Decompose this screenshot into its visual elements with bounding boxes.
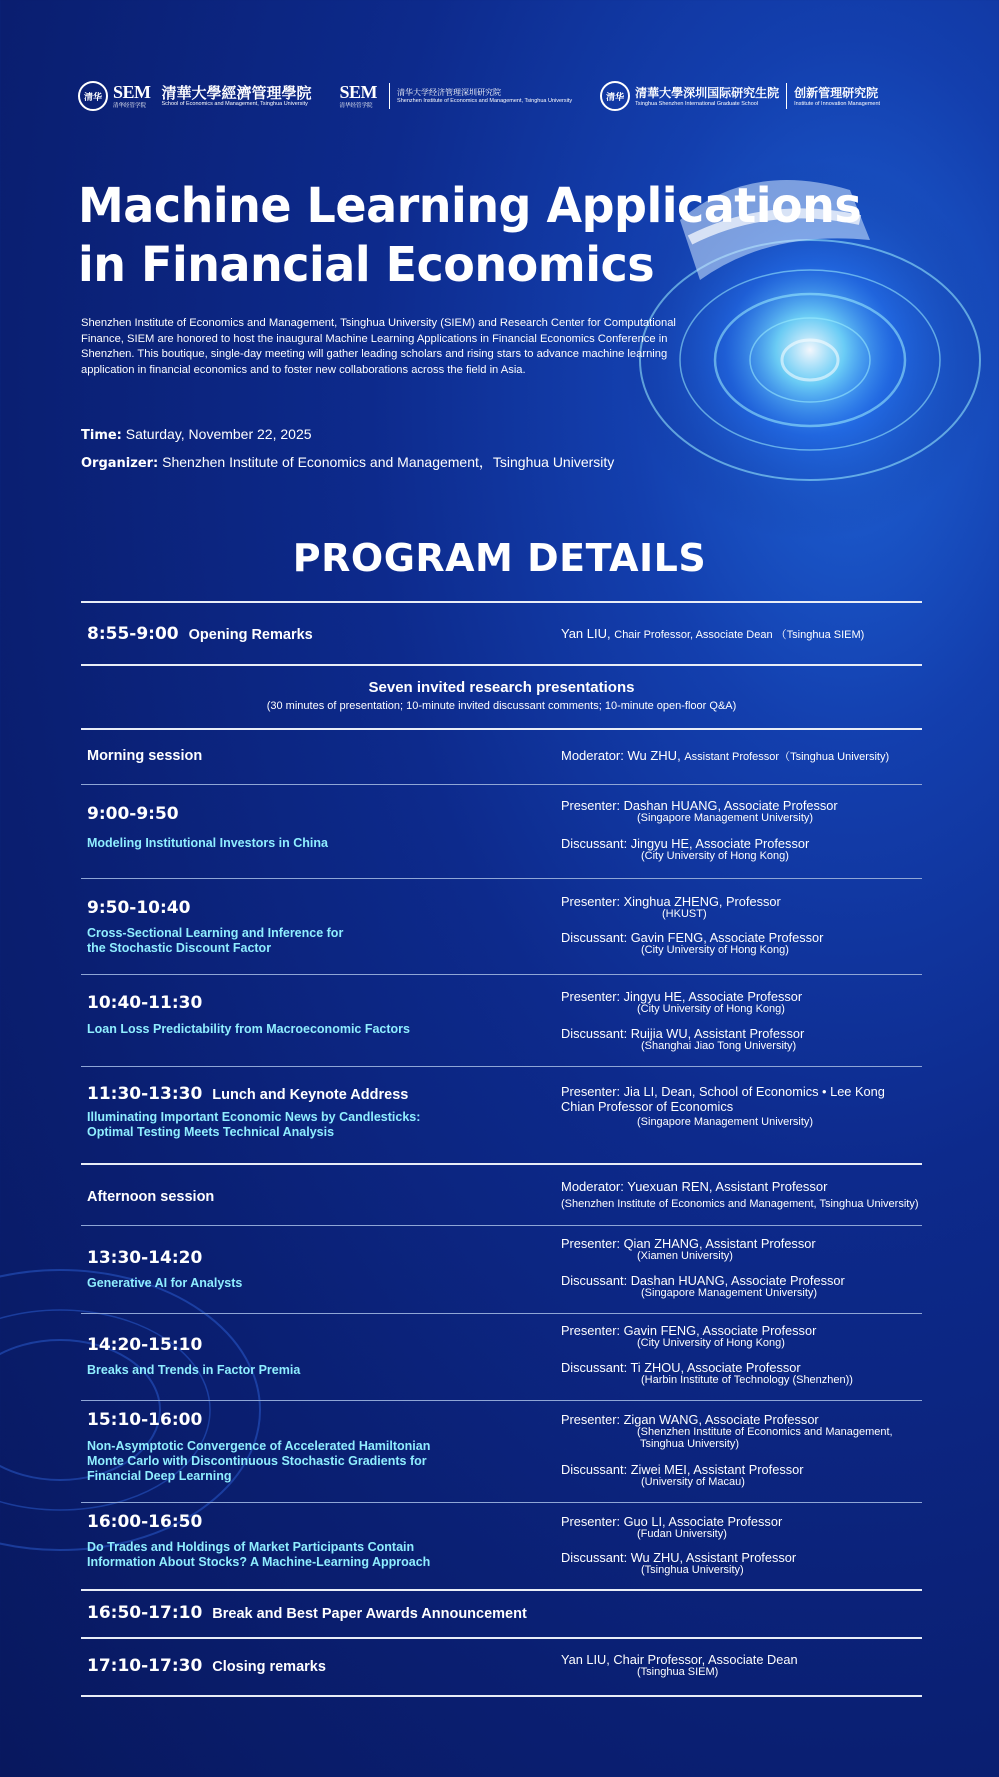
session-title: Lunch and Keynote Address <box>212 1087 409 1103</box>
presenter-affiliation: (Singapore Management University) <box>637 812 814 824</box>
opening-speaker <box>561 626 864 642</box>
presenter-affiliation: (Singapore Management University) <box>637 1116 814 1128</box>
presenter-affiliation: Tsinghua University) <box>640 1438 740 1450</box>
logo-en-name: Shenzhen Institute of Economics and Management, Tsinghua University <box>397 98 573 104</box>
invited-note: (30 minutes of presentation; 10-minute invited discussant comments; 10-minute open-floor Q&A) <box>266 700 737 712</box>
topic-line: Cross-Sectional Learning and Inference for <box>87 926 344 940</box>
session-topic <box>87 1110 420 1140</box>
session-time: 9:00-9:50 <box>87 804 179 824</box>
presenter-affiliation: (City University of Hong Kong) <box>637 1003 785 1015</box>
discussant-affiliation: (Shanghai Jiao Tong University) <box>641 1040 797 1052</box>
speaker-role: Chair Professor, Associate Dean （Tsinghua SIEM) <box>614 629 865 641</box>
sem-sub: 清华经管学院 <box>339 103 373 109</box>
keynote-row <box>87 1084 408 1104</box>
discussant-affiliation: (University of Macau) <box>641 1476 745 1488</box>
topic-line: Information About Stocks? A Machine-Learning Approach <box>87 1555 431 1569</box>
presenter-affiliation: (Shenzhen Institute of Economics and Management, <box>637 1426 893 1438</box>
topic-line: Non-Asymptotic Convergence of Accelerated Hamiltonian <box>87 1439 431 1453</box>
session-topic: Generative AI for Analysts <box>87 1276 243 1290</box>
session-title: Opening Remarks <box>188 627 313 643</box>
presenter: Presenter: Dashan HUANG, Associate Professor <box>561 798 838 813</box>
session-time: 13:30-14:20 <box>87 1248 203 1268</box>
presenter-line: Chian Professor of Economics <box>561 1099 734 1114</box>
presenter-line: Presenter: Jia LI, Dean, School of Economics • Lee Kong <box>561 1084 885 1099</box>
session-title: Closing remarks <box>212 1659 326 1675</box>
tsinghua-sem-logo <box>78 81 312 111</box>
intro-paragraph: Shenzhen Institute of Economics and Management, Tsinghua University (SIEM) and Research Center for Computational Finance, SIEM are honored to host the inaugural Machine Learning Applications in Financial Economics Conference in Shenzhen. This boutique, single-day meeting will gather leading scholars and rising stars to advance machine learning application in financial economics and to foster new collaborations across the field in Asia. <box>81 317 676 376</box>
afternoon-moderator: Moderator: Yuexuan REN, Assistant Professor <box>561 1179 828 1194</box>
sem-mark: SEM <box>339 82 378 102</box>
discussant-affiliation: (Harbin Institute of Technology (Shenzhen)) <box>641 1374 853 1386</box>
moderator-name: Moderator: Wu ZHU, <box>561 748 681 763</box>
topic-line: Financial Deep Learning <box>87 1469 232 1483</box>
session-topic <box>87 1540 430 1570</box>
session-time: 15:10-16:00 <box>87 1410 203 1430</box>
divider <box>81 1502 922 1503</box>
closing-speaker-affiliation: (Tsinghua SIEM) <box>637 1666 719 1678</box>
discussant: Discussant: Jingyu HE, Associate Professor <box>561 836 810 851</box>
divider <box>81 1400 922 1401</box>
session-title: Break and Best Paper Awards Announcement <box>212 1606 527 1622</box>
divider <box>389 83 390 109</box>
topic-line: Illuminating Important Economic News by Candlesticks: <box>87 1110 421 1124</box>
session-topic: Breaks and Trends in Factor Premia <box>87 1363 301 1377</box>
session-topic <box>87 1439 430 1484</box>
presenter: Presenter: Qian ZHANG, Assistant Professor <box>561 1236 816 1251</box>
discussant: Discussant: Gavin FENG, Associate Professor <box>561 930 824 945</box>
session-time: 11:30-13:30 <box>87 1084 203 1104</box>
divider <box>81 1589 922 1591</box>
session-time: 8:55-9:00 <box>87 624 179 644</box>
discussant: Discussant: Dashan HUANG, Associate Professor <box>561 1273 845 1288</box>
siem-logo <box>340 82 573 110</box>
logo-cn-name: 清華大學經濟管理學院 <box>161 83 312 102</box>
presenter: Presenter: Xinghua ZHENG, Professor <box>561 894 781 909</box>
closing-speaker: Yan LIU, Chair Professor, Associate Dean <box>561 1652 798 1667</box>
time-line <box>81 426 312 443</box>
time-value: Saturday, November 22, 2025 <box>125 426 312 442</box>
divider <box>81 1066 922 1067</box>
presenter-affiliation: (City University of Hong Kong) <box>637 1337 785 1349</box>
discussant: Discussant: Ti ZHOU, Associate Professor <box>561 1360 801 1375</box>
organizer-value: Shenzhen Institute of Economics and Management，Tsinghua University <box>162 454 615 470</box>
divider <box>81 1695 922 1697</box>
session-time: 9:50-10:40 <box>87 898 191 918</box>
presenter: Presenter: Zigan WANG, Associate Professor <box>561 1412 819 1427</box>
morning-session-label: Morning session <box>87 748 203 764</box>
presenter: Presenter: Gavin FENG, Associate Professor <box>561 1323 817 1338</box>
divider <box>81 601 922 603</box>
logo-en-name: Tsinghua Shenzhen International Graduate School <box>635 100 759 107</box>
divider <box>81 664 922 666</box>
institute-en-name: Institute of Innovation Management <box>794 101 881 107</box>
discussant-affiliation: (City University of Hong Kong) <box>641 944 789 956</box>
afternoon-session-label: Afternoon session <box>87 1189 215 1205</box>
speaker-name: Yan LIU, <box>561 626 611 641</box>
sem-mark: SEM <box>113 82 151 102</box>
program-heading: PROGRAM DETAILS <box>292 536 707 580</box>
logo-en-name: School of Economics and Management, Tsinghua University <box>161 100 308 107</box>
afternoon-moderator-affiliation: (Shenzhen Institute of Economics and Management, Tsinghua University) <box>561 1198 919 1210</box>
presenter-affiliation: (HKUST) <box>662 908 707 920</box>
time-label: Time: <box>81 428 122 443</box>
topic-line: Optimal Testing Meets Technical Analysis <box>87 1125 335 1139</box>
logo-cn-name: 清华大学经济管理深圳研究院 <box>397 88 502 97</box>
session-time: 16:00-16:50 <box>87 1512 203 1532</box>
session-time: 16:50-17:10 <box>87 1603 203 1623</box>
presenter: Presenter: Guo LI, Associate Professor <box>561 1514 783 1529</box>
session-time: 10:40-11:30 <box>87 993 203 1013</box>
divider <box>81 1637 922 1639</box>
divider <box>81 1313 922 1314</box>
discussant-affiliation: (Singapore Management University) <box>641 1287 818 1299</box>
morning-moderator <box>561 748 889 764</box>
divider <box>81 878 922 879</box>
session-topic <box>87 926 343 956</box>
session-time: 17:10-17:30 <box>87 1656 203 1676</box>
sem-sub: 清华经管学院 <box>113 103 147 109</box>
divider <box>81 974 922 975</box>
divider <box>786 83 787 109</box>
divider <box>81 784 922 785</box>
opening-row <box>87 624 313 644</box>
divider <box>81 1163 922 1165</box>
discussant: Discussant: Ruijia WU, Assistant Professor <box>561 1026 805 1041</box>
organizer-line <box>81 452 614 472</box>
discussant-affiliation: (City University of Hong Kong) <box>641 850 789 862</box>
session-topic: Modeling Institutional Investors in China <box>87 836 328 850</box>
organizer-label: Organizer: <box>81 456 159 471</box>
presenter: Presenter: Jingyu HE, Associate Professor <box>561 989 803 1004</box>
topic-line: Monte Carlo with Discontinuous Stochastic Gradients for <box>87 1454 427 1468</box>
presenter-affiliation: (Fudan University) <box>637 1528 727 1540</box>
discussant: Discussant: Ziwei MEI, Assistant Professor <box>561 1462 804 1477</box>
presenter <box>561 1084 885 1114</box>
moderator-role: Assistant Professor（Tsinghua University) <box>684 751 890 763</box>
tsinghua-seal-icon: 清华 <box>600 81 630 111</box>
logo-cn-name: 清華大學深圳国际研究生院 <box>635 85 780 100</box>
sigs-logo <box>600 81 880 111</box>
presenter-affiliation: (Xiamen University) <box>637 1250 733 1262</box>
topic-line: the Stochastic Discount Factor <box>87 941 272 955</box>
page-title <box>78 176 861 294</box>
topic-line: Do Trades and Holdings of Market Participants Contain <box>87 1540 415 1554</box>
logo-bar <box>78 74 908 118</box>
discussant: Discussant: Wu ZHU, Assistant Professor <box>561 1550 797 1565</box>
invited-title: Seven invited research presentations <box>368 679 635 696</box>
divider <box>81 1225 922 1226</box>
session-time: 14:20-15:10 <box>87 1335 203 1355</box>
title-line-2: in Financial Economics <box>78 235 655 293</box>
closing-row <box>87 1656 326 1676</box>
tsinghua-seal-icon: 清华 <box>78 81 108 111</box>
institute-cn-name: 创新管理研究院 <box>794 86 879 100</box>
divider <box>81 728 922 730</box>
title-line-1: Machine Learning Applications <box>78 177 862 234</box>
break-row <box>87 1603 527 1623</box>
session-topic: Loan Loss Predictability from Macroeconomic Factors <box>87 1022 410 1036</box>
discussant-affiliation: (Tsinghua University) <box>641 1564 744 1576</box>
